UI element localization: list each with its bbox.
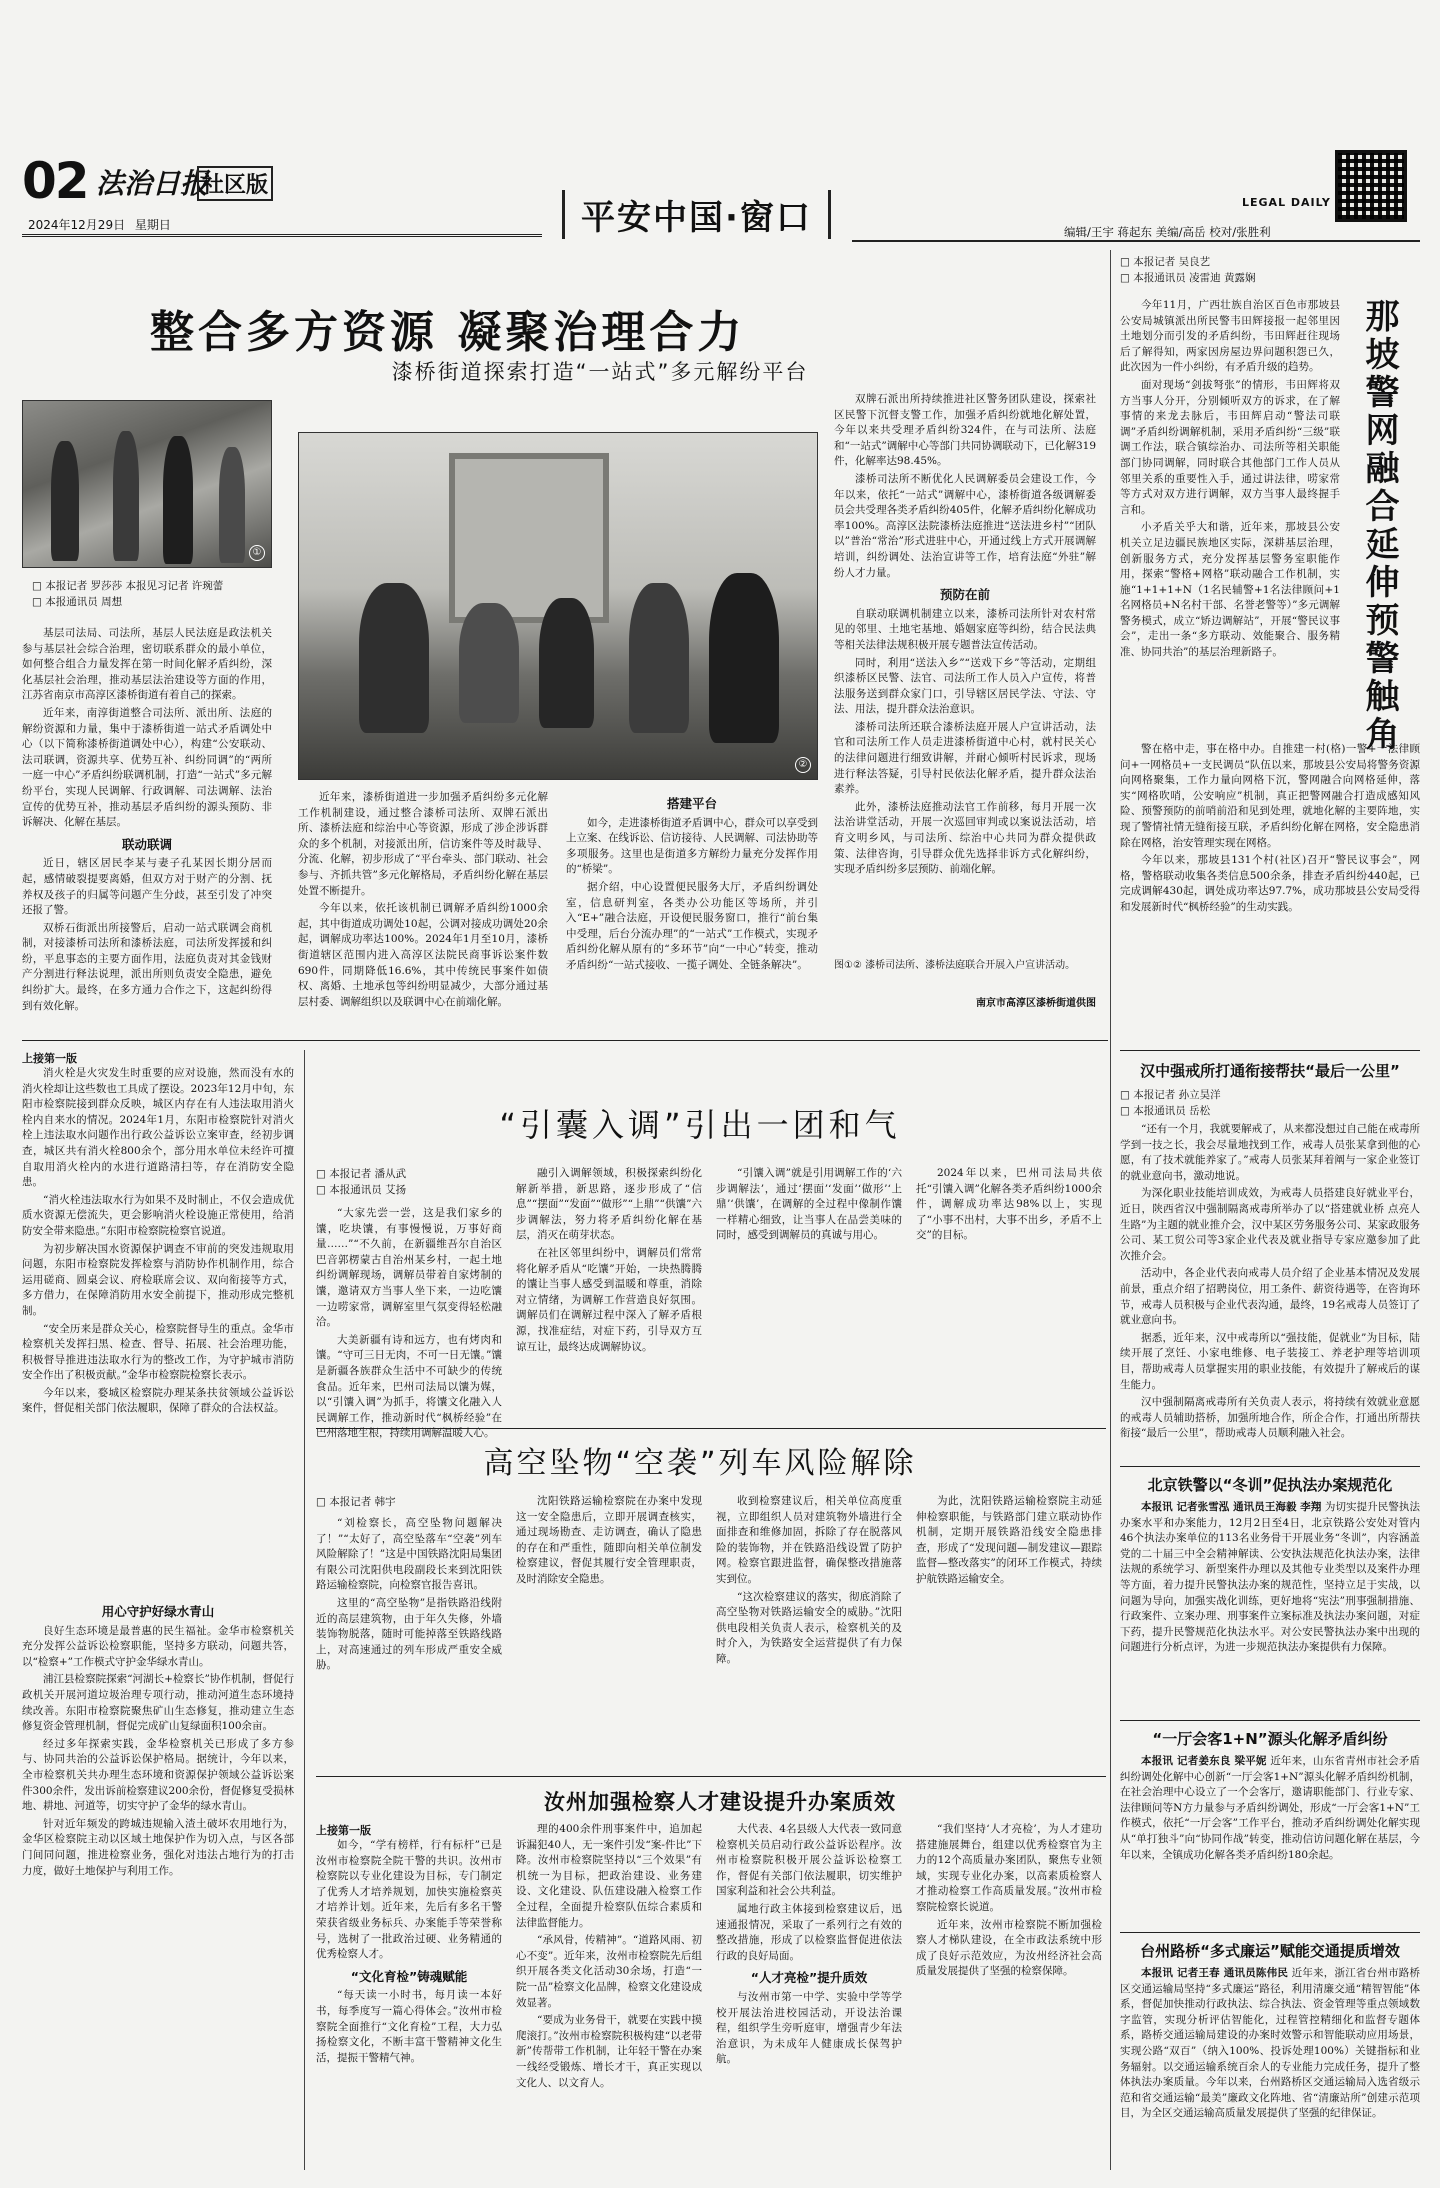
ruzhou-cont-label: 上接第一版 — [316, 1824, 371, 1837]
issue-date — [28, 216, 171, 233]
beijing-article — [1120, 1474, 1420, 1501]
qingzhou-body: 本报讯 记者姜东良 梁平妮 近年来，山东省青州市社会矛盾纠纷调处化解中心创新“一厅会客1+N”源头化解矛盾纠纷机制，在社会治理中心设立了一个会客厅，邀请职能部门、行业专家、法律顾问等N方力量参与矛盾纠纷调处，形成“一厅会客1+N”工作模式，依托“一厅会客”工作平台，推动矛盾纠纷调处化解实现从“单打独斗”向“协同作战”转变，推动信访问题化解在基层，今年以来，全镇成功化解各类矛盾纠纷180余起。 — [1120, 1755, 1421, 1861]
right-column-divider — [1110, 1050, 1111, 2170]
gaokong-byline — [316, 1494, 502, 1510]
beijing-headline: 北京铁警以“冬训”促执法办案规范化 — [1147, 1476, 1393, 1494]
photo-credit: 南京市高淳区漆桥街道供图 — [976, 998, 1096, 1009]
subhead-green: 用心守护好绿水青山 — [101, 1604, 215, 1619]
yinrang-column-1: “大家先尝一尝，这是我们家乡的馕，吃块馕，有事慢慢说，万事好商量……”“不久前，在新疆维吾尔自治区巴音郭楞蒙古自治州某乡村，一起土地纠纷调解现场，调解员带着自家烤制的馕，邀请双方当事人坐下来，一边吃馕一边唠家常，调解室里气氛变得轻松融洽。 大美新疆有诗和远方，也有烤肉和馕。“守可三日无肉，不可一日无馕。”馕是新疆各族群众生活中不可缺少的传统食品。近年来，巴州司法局以馕为媒，以“引馕入调”为抓手，将馕文化融入人民调解工作，推动新时代“枫桥经验”在巴州落地生根，持续用调解温暖人心。 — [316, 1207, 502, 1440]
napo-vertical-title: 那坡警网融合延伸预警触角 — [1359, 298, 1399, 754]
yinrang-byline — [316, 1166, 502, 1198]
beijing-body: 本报讯 记者张雪泓 通讯员王海毅 李翔 为切实提升民警执法办案水平和办案能力，12月2日至4日，北京铁路公安处对管内46个执法办案单位的113名业务骨干开展业务“冬训”，内容涵盖党的二十届三中全会精神解读、公安执法规范化执法办案，法律法规的系统学习、新型案件办理以及其他专业类型以及案件办理等方面，着力提升民警执法办案的规范性，坚持立足于实战，以问题为导向，加强实战化训练，更好地将“宪法”刑事强制措施、行政案件、立案办理、刑事案件立案标准及执法办案问题，对症下药，提升民警规范化执法水平。对公安民警执法办案中出现的问题进行分析点评，为进一步规范执法办案提供有力保障。 — [1120, 1501, 1420, 1654]
left-column-divider — [304, 1050, 305, 2170]
yinrang-byline-reporter: □ 本报记者 潘从武 — [316, 1166, 502, 1182]
gaokong-byline-reporter: □ 本报记者 韩宇 — [316, 1494, 502, 1510]
photo-2 — [298, 432, 818, 780]
lead-column-4: 双牌石派出所持续推进社区警务团队建设，探索社区民警下沉督支警工作，加强矛盾纠纷就地化解处置，今年以来共受理矛盾纠纷324件，在与司法所、法庭和“一站式”调解中心等部门共同协调联动下，已化解319件，化解率达98.45%。 漆桥司法所不断优化人民调解委员会建设工作，今年以来，依托“一站式”调解中心，漆桥街道各级调解委员会共受理各类矛盾纠纷405件，化解矛盾纠纷化解成功率100%。高淳区法院漆桥法庭推进“送法进乡村”“团队以”普治“常治”形式进驻中心，开通过线上方式开展调解培训，纠纷调处、法治宣讲等工作，培育法庭“外驻”解纷人才力量。 预防在前 自联动联调机制建立以来，漆桥司法所针对农村常见的邻里、土地宅基地、婚姻家庭等纠纷，结合民法典等相关法律法规积极开展专题普法宣传活动。 同时，利用“送法入乡”“送戏下乡”等活动，定期组织漆桥区民警、法官、司法所工作人员入户宣传，将普法服务送到群众家门口，引导辖区居民学法、守法、守法、用法，提升群众法治意识。 漆桥司法所还联合漆桥法庭开展人户宣讲活动，法官和司法所工作人员走进漆桥街道中心村，就村民关心的法律问题进行细致讲解，并耐心倾听村民诉求，现场进行释法答疑，引导村民依法化解矛盾，提升群众法治素养。 此外，漆桥法庭推动法官工作前移，每月开展一次法治讲堂活动，开展一次巡回审判或以案说法活动，培育文明乡风，与司法所、综治中心共同为群众提供政策、法律咨询，引导群众优先选择非诉方式化解纠纷，实现矛盾纠纷多层预防、前端化解。 — [834, 393, 1096, 876]
section-title: 平安中国·窗口 — [562, 190, 831, 239]
subhead-talent: “人才亮检”提升质效 — [750, 1970, 868, 1986]
date: 2024年12月29日 — [28, 218, 126, 232]
yinrang-column-3: “引馕入调”就是引用调解工作的‘六步调解法’，通过‘摆面’‘发面’‘做形’‘上鼎’‘供馕’，在调解的全过程中像制作馕一样精心细致，让当事人在品尝美味的同时，感受到调解员的真诚与用心。 — [716, 1167, 902, 1242]
ruzhou-column-3: 大代表、4名县级人大代表一致同意检察机关员启动行政公益诉讼程序。汝州市检察院积极开展公益诉讼检察工作，督促有关部门依法履职，切实维护国家利益和社会公共利益。 属地行政主体接到检察建议后，迅速通报情况，采取了一系列行之有效的整改措施，形成了以检察监督促进依法行政的良好局面。 “人才亮检”提升质效 与汝州市第一中学、实验中学等学校开展法治进校园活动，开设法治课程，组织学生旁听庭审，增强青少年法治意识，为未成年人健康成长保驾护航。 — [716, 1823, 902, 2066]
lead-headline: 整合多方资源 凝聚治理合力 — [150, 307, 746, 358]
ruzhou-column-2: 理的400余件刑事案件中，追加起诉漏犯40人，无一案件引发“案-件比”下降。汝州市检察院坚持以“三个效果”有机统一为目标，把政治建设、业务建设、文化建设、队伍建设融入检察工作全过程，全面提升检察队伍综合素质和法律监督能力。 “承风骨，传精神”。“道路风雨、初心不变”。近年来，汝州市检察院先后组织开展各类文化活动30余场，打造“一院一品”检察文化品牌，检察文化建设成效显著。 “要成为业务骨干，就要在实践中摸爬滚打。”汝州市检察院积极构建“以老带新”传帮带工作机制，让年轻干警在办案一线经受锻炼、增长才干，真正实现以文化人、以文育人。 — [516, 1823, 702, 2089]
photo-number-2: ② — [795, 757, 811, 773]
yinrang-headline: “引囊入调”引出一团和气 — [499, 1106, 901, 1144]
napo-body: 今年11月，广西壮族自治区百色市那坡县公安局城镇派出所民警韦田辉接报一起邻里因土地划分而引发的矛盾纠纷，韦田辉赶往现场后了解得知，两家因房屋边界问题积怨已久，此次因为一件小纠纷，有矛盾升级的趋势。 面对现场“剑拔弩张”的情形，韦田辉将双方当事人分开，分别倾听双方的诉求，在了解事情的来龙去脉后，韦田辉启动“警法司联调”矛盾纠纷调解机制，采用矛盾纠纷“三级”联调工作法，联合镇综治办、司法所等相关职能部门协同调解，同时联合其他部门工作人员从邻里关系的重要性入手，通过讲法律，唠家常等方式对双方进行调解，双方当事人最终握手言和。 小矛盾关乎大和谐，近年来，那坡县公安机关立足边疆民族地区实际，深耕基层治理，创新服务方式，充分发挥基层警务室职能作用，探索“警格+网格”联动融合工作机制，实施“1+1+1+N（1名民辅警+1名法律顾问+1名网格员+N名村干部、名誉老警等）”多元调解警务模式，成立“矫边调解站”，开展“警民议事会”，走出一条“多方联动、效能聚合、服务精准、协同共治”的基层治理新路子。 — [1120, 299, 1340, 659]
weekday: 星期日 — [134, 218, 171, 232]
lead-right-divider — [1110, 250, 1111, 1050]
taizhou-article — [1120, 1940, 1420, 1967]
ruzhou-column-1: 如今，“学有榜样，行有标杆”已是汝州市检察院全院干警的共识。汝州市检察院以专业化建设为目标，专门制定了优秀人才培养规划，加快实施检察英才培养计划。近年来，先后有多名干警荣获省级业务标兵、办案能手等荣誉称号，选树了一批政治过硬、业务精通的优秀检察人才。 “文化育检”铸魂赋能 “每天读一小时书，每月读一本好书，每季度写一篇心得体会。”汝州市检察院全面推行“文化育检”工程，大力弘扬检察文化，不断丰富干警精神文化生活，提振干警精气神。 — [316, 1839, 502, 2064]
left-body: 消火栓是火灾发生时重要的应对设施，然而没有水的消火栓却让这些数也工具成了摆设。2023年12月中旬，东阳市检察院接到群众反映，城区内存在有人违法取用消火栓内自来水的情况。2024年1月，东阳市检察院针对消火栓上违法取水问题作出行政公益诉讼立案审查，经初步调查，城区共有消火栓800余个，部分用水单位未经许可擅自取用消火栓内的水进行道路清扫等，存在消防安全隐患。 “消火栓违法取水行为如果不及时制止，不仅会造成优质水资源无偿流失，更会影响消火栓设施正常使用，给消防安全带来隐患。”东阳市检察院检察官说道。 为初步解决国水资源保护调查不审前的突发违规取用问题，东阳市检察院发挥检察与消防协作机制作用，综合运用磋商、圆桌会议、府检联席会议、双向衔接等方式，多方借力，在保障消防用水安全前提下，推动形成完整机制。 “安全历来是群众关心，检察院督导生的重点。金华市检察机关发挥扫黑、检查、督导、拓展、社会治理功能，积极督导推进违法取水行为的整改工作，为守护城市消防安全作出了积极贡献。”金华市检察院检察长表示。 今年以来，婺城区检察院办理某条扶贫领域公益诉讼案件，督促相关部门依法履职，保障了群众的合法权益。 — [22, 1067, 294, 1415]
gaokong-headline: 高空坠物“空袭”列车风险解除 — [483, 1446, 917, 1481]
page-number: 02 — [22, 152, 88, 210]
photo-caption: 图①② 漆桥司法所、漆桥法庭联合开展入户宣讲活动。 — [834, 960, 1076, 971]
hanzhong-article — [1120, 1060, 1420, 1119]
taizhou-byline: 本报讯 记者王春 通讯员陈伟民 — [1141, 1967, 1289, 1979]
beijing-byline: 本报讯 记者张雪泓 通讯员王海毅 李翔 — [1141, 1501, 1322, 1513]
qingzhou-headline: “一厅会客1+N”源头化解矛盾纠纷 — [1152, 1730, 1388, 1748]
right-rule-2 — [1120, 1466, 1420, 1467]
gaokong-column-2: 沈阳铁路运输检察院在办案中发现这一安全隐患后，立即开展调查核实，通过现场勘查、走访调查，确认了隐患的存在和严重性，随即向相关单位制发检察建议，督促其履行安全管理职责，及时消除安全隐患。 — [516, 1495, 702, 1585]
gaokong-column-3: 收到检察建议后，相关单位高度重视，立即组织人员对建筑物外墙进行全面排查和维修加固，拆除了存在脱落风险的装饰物，并在铁路沿线设置了防护网。检察官跟进监督，确保整改措施落实到位。 “这次检察建议的落实，彻底消除了高空坠物对铁路运输安全的威胁。”沈阳供电段相关负责人表示，检察机关的及时介入，为铁路安全运营提供了有力保障。 — [716, 1495, 902, 1665]
lead-column-2: 近年来，漆桥街道进一步加强矛盾纠纷多元化解工作机制建设，通过整合漆桥司法所、双牌石派出所、漆桥法庭和综治中心等资源，形成了涉企涉诉群众的多个机制，对接派出所，信访案件等及时裁导、分流、化解，初步形成了“平台牵头、部门联动、社会参与、齐抓共管”多元化解格局，矛盾纠纷化解在基层处置不断提升。 今年以来，依托该机制已调解矛盾纠纷1000余起，其中街道成功调处10起，公调对接成功调处20余起，调解成功率达100%。2024年1月至10月，漆桥街道辖区范围内进入高淳区法院民商事诉讼案件数690件，同期降低16.6%，其中传统民事案件如债权、离婚、土地承包等纠纷明显减少，大部分通过基层村委、调解组织以及联调中心在前端化解。 — [298, 791, 548, 1008]
lead-subtitle: 漆桥街道探索打造“一站式”多元解纷平台 — [391, 360, 809, 384]
taizhou-body: 本报讯 记者王春 通讯员陈伟民 近年来，浙江省台州市路桥区交通运输局坚持“多式廉运”路径，利用清廉交通“精智智能”体系，督促加快推动行政执法、综合执法、资金管理等重点领域数字监管，实现分析评估智能化，过程管控精细化和监督专题体系，路桥交通运输局建设的办案时效警示和智能联动应用场景，实现公路“双百”（纳入100%、投诉处理100%）关键指标和业务辐射。以交通运输系统百余人的专业能力完成任务，提升了整体执法办案质量。今年以来，台州路桥区交通运输局入选省级示范和省交通运输“最美”廉政文化阵地、省“清廉站所”创建示范项目，为全区交通运输高质量发展提供了坚强的纪律保证。 — [1120, 1967, 1421, 2120]
subhead-platform: 搭建平台 — [666, 796, 717, 811]
qingzhou-byline: 本报讯 记者姜东良 梁平妮 — [1141, 1755, 1267, 1767]
yinrang-bottom-rule — [316, 1428, 1106, 1429]
yinrang-column-4: 2024年以来，巴州司法局共依托“引馕入调”化解各类矛盾纠纷1000余件，调解成功率达98%以上，实现了“小事不出村，大事不出乡，矛盾不上交”的目标。 — [916, 1167, 1102, 1242]
hanzhong-byline-reporter: □ 本报记者 孙立昊洋 — [1120, 1087, 1420, 1103]
lead-bottom-rule — [22, 1040, 1108, 1041]
lead-byline — [32, 578, 282, 610]
photo-1 — [22, 400, 272, 568]
left-body-2: 用心守护好绿水青山 良好生态环境是最普惠的民生福祉。金华市检察机关充分发挥公益诉讼检察职能，坚持多方联动，问题共答，以“检察+”工作模式守护金华绿水青山。 浦江县检察院探索“河湖长+检察长”协作机制，督促行政机关开展河道垃圾治理专项行动，推动河道生态环境持续改善。东阳市检察院聚焦矿山生态修复，推动建立生态修复资金管理机制，督促完成矿山复绿面积100余亩。 经过多年探索实践，金华检察机关已形成了多方参与、协同共治的公益诉讼保护格局。据统计，今年以来，全市检察机关共办理生态环境和资源保护领域公益诉讼案件300余件，发出诉前检察建议200余份，督促修复受损林地、耕地、河道等，切实守护了金华的绿水青山。 针对近年频发的跨城违规输入渣土破坏农用地行为，金华区检察院主动以区域土地保护作为切入点，与区各部门间同问题，推进检察业务，强化对违法占地行为的打击力度，做好土地保护与利用工作。 — [22, 1604, 294, 1877]
lead-column-3: 搭建平台 如今，走进漆桥街道矛盾调中心，群众可以享受到上立案、在线诉讼、信访接待、人民调解、司法协助等多项服务。这里也是街道多方解纷力量充分发挥作用的“桥梁”。 据介绍，中心设置便民服务大厅，矛盾纠纷调处室，信息研判室，各类办公功能区等场所，并引入“E+”融合法庭，开设便民服务窗口，推行“前台集中受理，后台分流办理”的“一站式”工作模式，实现矛盾纠纷化解从原有的“多环节”向“一中心”转变，推动矛盾纠纷“一站式接收、一揽子调处、全链条解决”。 — [566, 796, 818, 971]
paper-name: 法治日报 — [96, 167, 209, 200]
napo-body-2: 警在格中走，事在格中办。自推建一村(格)一警+一法律顾问+一网格员+一支民调员“队伍以来，那坡县公安局将警务资源向网格聚集，工作力量向网格下沉，警网融合向网格延伸，落实“网格吹哨，公安响应”机制，真正把警网融合打造成感知风险、预警预防的前哨前沿和见到处理，就地化解的主要阵地，实现了警情社情无缝衔接互联，矛盾纠纷化解在网格，安全隐患消除在网格，治安管理实现在网格。 今年以来，那坡县131个村(社区)召开“警民议事会”，网格，警格联动收集各类信息500余条，排查矛盾纠纷440起，已完成调解430起，调处成功率达97.7%，成功那坡县公安局受得和发展新时代“枫桥经验”的生动实践。 — [1120, 743, 1420, 913]
subhead-culture: “文化育检”铸魂赋能 — [350, 1968, 468, 1984]
photo-number-1: ① — [249, 545, 265, 561]
gaokong-column-1: “刘检察长，高空坠物问题解决了！”“太好了，高空坠落车“空袭”列车风险解除了！”这是中国铁路沈阳局集团有限公司沈阳供电段副段长来到沈阳铁路运输检察院，向检察官报告喜讯。 这里的“高空坠物”是指铁路沿线附近的高层建筑物，由于年久失修，外墙装饰物脱落，随时可能掉落至铁路线路上，对高速通过的列车形成严重安全威胁。 — [316, 1517, 502, 1672]
yinrang-column-2: 融引入调解领域，积极探索纠纷化解新举措，新思路，逐步形成了“信息”“摆面”“发面”“做形”“上鼎”“供馕”六步调解法，努力将矛盾纠纷化解在基层，消灭在萌芽状态。 在社区邻里纠纷中，调解员们常常将化解矛盾从“吃馕”开始，一块热腾腾的馕让当事人感受到温暖和尊重，消除对立情绪，为调解工作营造良好氛围。调解员们在调解过程中深入了解矛盾根源，找准症结，对症下药，引导双方互谅互让，最终达成调解协议。 — [516, 1167, 702, 1353]
right-rule-3 — [1120, 1720, 1420, 1721]
right-rule-4 — [1120, 1932, 1420, 1933]
hanzhong-headline: 汉中强戒所打通衔接帮扶“最后一公里” — [1140, 1062, 1400, 1080]
ruzhou-headline: 汝州加强检察人才建设提升办案质效 — [544, 1790, 896, 1814]
lead-byline-reporters: □ 本报记者 罗莎莎 本报见习记者 许琬蕾 — [32, 578, 282, 594]
napo-byline-correspondent: □ 本报通讯员 凌雷迪 黄露娴 — [1120, 270, 1320, 286]
taizhou-headline: 台州路桥“多式廉运”赋能交通提质增效 — [1140, 1942, 1400, 1960]
napo-byline-reporter: □ 本报记者 吴良艺 — [1120, 254, 1320, 270]
editor-credits: 编辑/王宇 蒋起东 美编/高岳 校对/张胜利 — [1064, 225, 1271, 239]
napo-byline — [1120, 254, 1320, 286]
hanzhong-byline-correspondent: □ 本报通讯员 岳松 — [1120, 1103, 1420, 1119]
subhead-prevent: 预防在前 — [939, 587, 990, 603]
masthead-rule-right — [852, 240, 1420, 242]
right-rule-1 — [1120, 1050, 1420, 1051]
masthead-rule-left — [22, 234, 542, 237]
qr-code — [1335, 150, 1407, 222]
gaokong-bottom-rule — [316, 1776, 1106, 1777]
left-cont-label: 上接第一版 — [22, 1052, 77, 1065]
edition-badge: 社区版 — [197, 166, 273, 201]
gaokong-column-4: 为此，沈阳铁路运输检察院主动延伸检察职能，与铁路部门建立联动协作机制，定期开展铁路沿线安全隐患排查，形成了“发现问题—制发建议—跟踪监督—整改落实”的闭环工作模式，持续护航铁路运输安全。 — [916, 1495, 1102, 1585]
subhead-linkage: 联动联调 — [121, 836, 172, 852]
lead-byline-correspondent: □ 本报通讯员 周想 — [32, 594, 282, 610]
ruzhou-column-4: “我们坚持‘人才亮检’，为人才建功搭建施展舞台，组建以优秀检察官为主力的12个高质量办案团队，聚焦专业领域，实现专业化办案，以高素质检察人才推动检察工作高质量发展。”汝州市检察院检察长说道。 近年来，汝州市检察院不断加强检察人才梯队建设，在全市政法系统中形成了良好示范效应，为汝州经济社会高质量发展提供了坚强的检察保障。 — [916, 1823, 1102, 1978]
qingzhou-article — [1120, 1728, 1420, 1755]
legal-daily-label: LEGAL DAILY — [1242, 196, 1331, 209]
hanzhong-body: “还有一个月，我就要解戒了，从来都没想过自己能在戒毒所学到一技之长，我会尽量地找到工作，戒毒人员张某拿到他的心愿，有了技术就能养家了。”戒毒人员张某拜着阐与一家企业签订的就业意向书，激动地说。 为深化职业技能培训成效，为戒毒人员搭建良好就业平台，近日，陕西省汉中强制隔离戒毒所举办了以“搭建就业桥 点亮人生路”为主题的就业推介会，汉中某区劳务服务公司、某家政服务公司、某工贸公司等3家企业代表及就业指导专家应邀参加了此次推介会。 活动中，各企业代表向戒毒人员介绍了企业基本情况及发展前景，重点介绍了招聘岗位，用工条件、薪资待遇等，在咨询环节，戒毒人员积极与企业代表沟通，最终，19名戒毒人员签订了就业意向书。 据悉，近年来，汉中戒毒所以“强技能，促就业”为目标，陆续开展了烹饪、小家电维修、电子装接工、养老护理等培训项目，帮助戒毒人员掌握实用的职业技能，有效提升了解戒后的谋生能力。 汉中强制隔离戒毒所有关负责人表示，将持续有效就业意愿的戒毒人员辅助搭桥，加强所地合作，所企合作，打通出所帮扶衔接“最后一公里”，帮助戒毒人员顺利融入社会。 — [1120, 1123, 1420, 1440]
lead-column-1: 基层司法局、司法所，基层人民法庭是政法机关参与基层社会综合治理，密切联系群众的最小单位，如何整合组合力量发挥在第一时间化解矛盾纠纷，深化基层社会治理，推动基层法治建设等方面的作用，江苏省南京市高淳区漆桥街道有着自己的探索。 近年来，南淳街道整合司法所、派出所、法庭的解纷资源和力量，集中于漆桥街道一站式矛盾调处中心（以下简称漆桥街道调处中心），构建“公安联动、法司联调，资源共享、优势互补、纠纷同调”的“两所一庭一中心”矛盾纠纷联调机制，打造“一站式”多元解纷平台，实现人民调解、行政调解、司法调解、法治宣传的优势互补，推动基层矛盾纠纷的源头预防、非诉解决、化解在基层。 联动联调 近日，辖区居民李某与妻子孔某因长期分居而起，感情破裂提要离婚，但双方对于财产的分割、抚养权及孩子的归属等问题产生分歧，甚至引发了冲突还报了警。 双桥石街派出所接警后，启动一站式联调会商机制，对接漆桥司法所和漆桥法庭，司法所发挥援和纠纷，平息事态的主要方面作用，法庭负责对其金钱财产分割进行释法说理，派出所则负责安全隐患，避免纠纷扩大。最终，在多方通力合作之下，这起纠纷得到有效化解。 — [22, 627, 272, 1012]
yinrang-byline-correspondent: □ 本报通讯员 艾扬 — [316, 1182, 502, 1198]
